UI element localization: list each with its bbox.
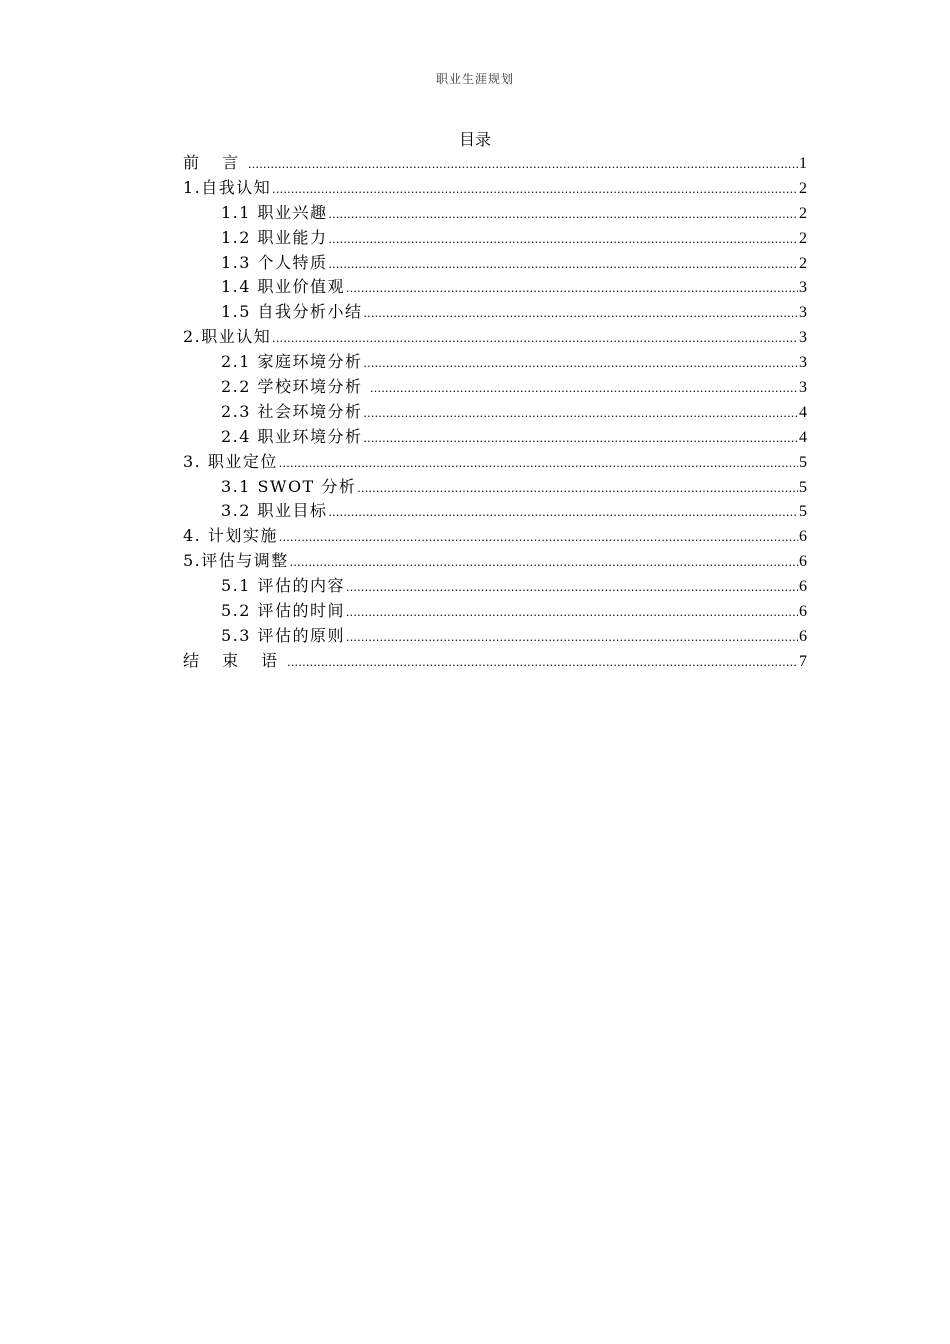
- toc-dot-leader: [279, 451, 798, 476]
- toc-dot-leader: [364, 426, 798, 451]
- toc-dot-leader: [329, 202, 798, 227]
- toc-entry-1-3[interactable]: [183, 251, 807, 276]
- toc-entry-3-1[interactable]: [183, 475, 807, 500]
- toc-dot-leader: [364, 351, 798, 376]
- toc-entry-label: 2.职业认知: [183, 327, 272, 347]
- toc-entry-3-2[interactable]: [183, 499, 807, 524]
- toc-entry-label: 2.4 职业环境分析: [221, 426, 363, 446]
- toc-entry-5-1[interactable]: [183, 574, 807, 599]
- toc-entry-label: 5.评估与调整: [183, 551, 289, 571]
- toc-entry-2-4[interactable]: [183, 425, 807, 450]
- toc-entry-page: 5: [799, 453, 807, 471]
- toc-dot-leader: [346, 625, 798, 650]
- toc-entry-2[interactable]: [183, 325, 807, 350]
- toc-entry-2-2[interactable]: [183, 375, 807, 400]
- toc-entry-page: 6: [799, 627, 807, 645]
- toc-entry-page: 2: [799, 204, 807, 222]
- toc-entry-preface[interactable]: [183, 151, 807, 176]
- toc-entry-page: 2: [799, 229, 807, 247]
- toc-entry-label: 1.1 职业兴趣: [221, 202, 328, 222]
- toc-dot-leader: [364, 401, 798, 426]
- toc-entry-1-2[interactable]: [183, 226, 807, 251]
- toc-entry-5-3[interactable]: [183, 624, 807, 649]
- toc-entry-page: 3: [799, 354, 807, 372]
- toc-entry-4[interactable]: [183, 524, 807, 549]
- toc-entry-page: 3: [799, 379, 807, 397]
- toc-entry-label: 2.3 社会环境分析: [221, 401, 363, 421]
- toc-dot-leader: [272, 326, 798, 351]
- toc-dot-leader: [346, 276, 798, 301]
- toc-entry-page: 5: [799, 503, 807, 521]
- toc-entry-1[interactable]: [183, 176, 807, 201]
- toc-entry-1-5[interactable]: [183, 300, 807, 325]
- toc-entry-label: 5.1 评估的内容: [221, 576, 346, 596]
- toc-entry-label: 2.1 家庭环境分析: [221, 352, 363, 372]
- toc-dot-leader: [272, 177, 798, 202]
- toc-entry-label: 3.1 SWOT 分析: [221, 476, 357, 496]
- running-header: 职业生涯规划: [435, 72, 514, 86]
- table-of-contents: [183, 151, 807, 674]
- toc-entry-2-3[interactable]: [183, 400, 807, 425]
- toc-entry-page: 4: [799, 428, 807, 446]
- toc-entry-page: 6: [799, 553, 807, 571]
- toc-entry-label: 5.2 评估的时间: [221, 601, 346, 621]
- toc-entry-page: 6: [799, 578, 807, 596]
- toc-entry-page: 5: [799, 478, 807, 496]
- toc-entry-label: 前 言: [183, 153, 248, 172]
- toc-dot-leader: [346, 600, 798, 625]
- toc-entry-2-1[interactable]: [183, 350, 807, 375]
- toc-dot-leader: [346, 575, 798, 600]
- toc-entry-page: 2: [799, 179, 807, 197]
- toc-entry-page: 3: [799, 304, 807, 322]
- toc-dot-leader: [364, 301, 798, 326]
- toc-dot-leader: [279, 525, 798, 550]
- toc-entry-5-2[interactable]: [183, 599, 807, 624]
- toc-entry-label: 1.2 职业能力: [221, 227, 328, 247]
- toc-entry-5[interactable]: [183, 549, 807, 574]
- toc-entry-page: 6: [799, 603, 807, 621]
- toc-entry-label: 1.3 个人特质: [221, 252, 328, 272]
- toc-entry-label: 3.2 职业目标: [221, 501, 328, 521]
- toc-dot-leader: [287, 650, 798, 675]
- toc-entry-1-4[interactable]: [183, 275, 807, 300]
- toc-entry-page: 4: [799, 403, 807, 421]
- toc-dot-leader: [290, 550, 798, 575]
- toc-entry-label: 1.5 自我分析小结: [221, 302, 363, 322]
- toc-entry-label: 2.2 学校环境分析: [221, 377, 370, 397]
- toc-entry-page: 3: [799, 329, 807, 347]
- toc-dot-leader: [329, 227, 798, 252]
- toc-dot-leader: [329, 252, 798, 277]
- toc-entry-label: 5.3 评估的原则: [221, 625, 346, 645]
- toc-entry-conclusion[interactable]: [183, 649, 807, 674]
- toc-entry-page: 2: [799, 254, 807, 272]
- toc-entry-label: 1.4 职业价值观: [221, 277, 346, 297]
- toc-dot-leader: [357, 476, 798, 501]
- toc-entry-page: 3: [799, 279, 807, 297]
- toc-entry-page: 6: [799, 528, 807, 546]
- toc-entry-page: 7: [799, 652, 807, 670]
- toc-entry-1-1[interactable]: [183, 201, 807, 226]
- toc-dot-leader: [370, 376, 798, 401]
- toc-entry-label: 4. 计划实施: [183, 526, 278, 546]
- toc-entry-label: 3. 职业定位: [183, 451, 278, 471]
- toc-entry-label: 1.自我认知: [183, 177, 272, 197]
- toc-title: 目录: [458, 130, 491, 149]
- toc-dot-leader: [329, 500, 798, 525]
- toc-dot-leader: [248, 152, 798, 177]
- toc-entry-page: 1: [799, 155, 807, 172]
- toc-entry-label: 结 束 语: [183, 650, 287, 670]
- toc-entry-3[interactable]: [183, 450, 807, 475]
